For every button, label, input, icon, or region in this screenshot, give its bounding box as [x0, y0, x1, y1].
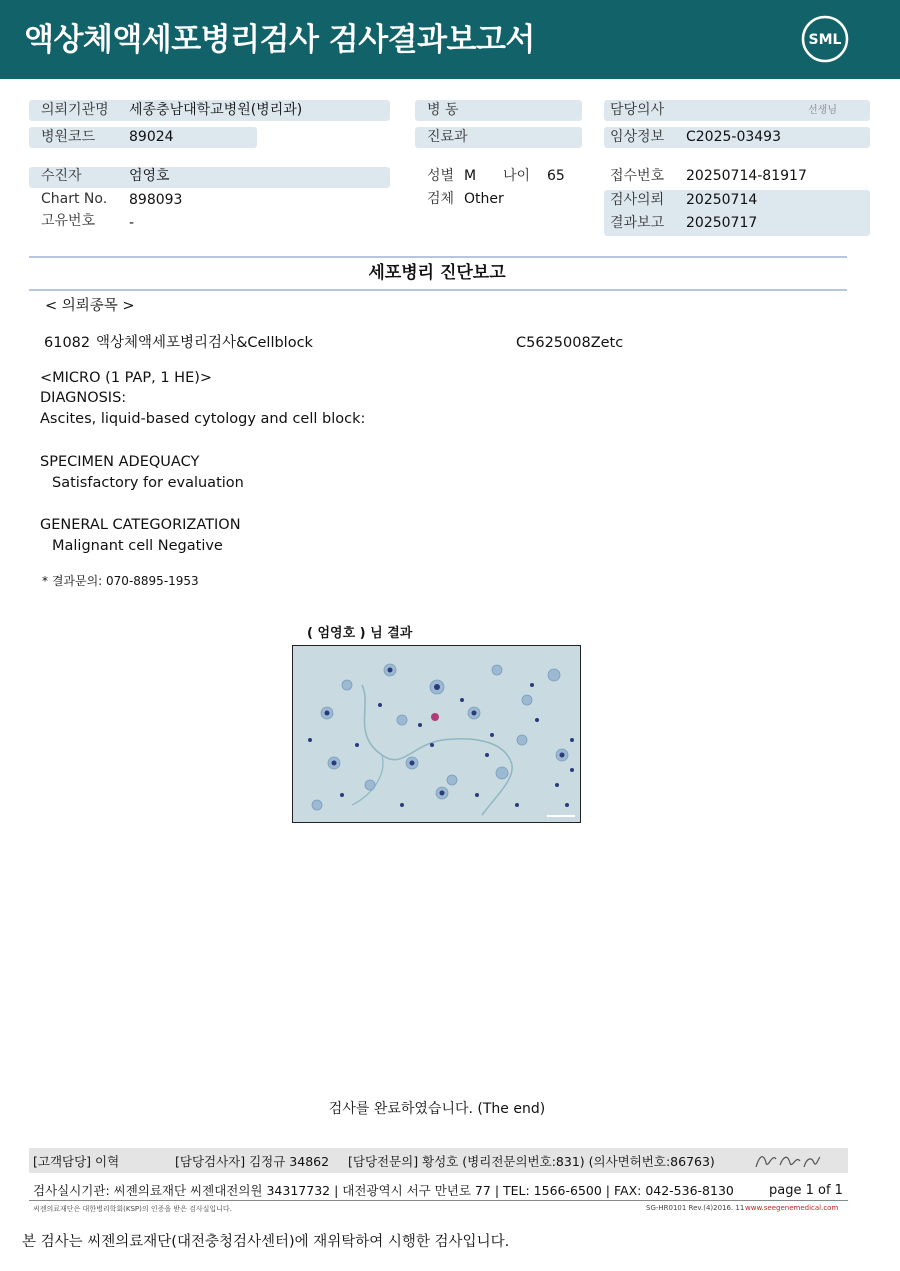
sex-value: M — [464, 168, 477, 184]
cytology-image — [292, 645, 581, 823]
specialist: [담당전문의] 황성호 (병리전문의번호:831) (의사면허번호:86763) — [348, 1154, 715, 1169]
examiner: [담당검사자] 김정규 34862 — [175, 1154, 330, 1169]
category-text: Malignant cell Negative — [52, 538, 223, 554]
age-value: 65 — [547, 168, 565, 184]
age-label: 나이 — [503, 168, 531, 184]
svg-text:SML: SML — [808, 32, 842, 48]
sml-logo — [800, 14, 850, 64]
hospital-code-value: 89024 — [129, 129, 174, 145]
adequacy-text: Satisfactory for evaluation — [52, 475, 244, 491]
unique-value: - — [129, 215, 135, 231]
requester-label: 의뢰기관명 — [41, 102, 109, 118]
report-title: 액상체액세포병리검사 검사결과보고서 — [24, 22, 535, 58]
receipt-value: 20250714-81917 — [686, 168, 807, 184]
requested-value: 20250714 — [686, 192, 758, 208]
patient-row — [29, 167, 390, 188]
bottom-note: 본 검사는 씨젠의료재단(대전충청검사센터)에 재위탁하여 시행한 검사입니다. — [22, 1234, 510, 1250]
reported-value: 20250717 — [686, 215, 758, 231]
ward-label: 병 동 — [427, 102, 459, 118]
cert-text: 씨젠의료재단은 대한병리학회(KSP)의 인증을 받은 검사실입니다. — [33, 1205, 232, 1213]
patient-value: 엄영호 — [129, 168, 170, 184]
sex-label: 성별 — [427, 168, 455, 184]
requested-label: 검사의뢰 — [610, 192, 665, 208]
footer-rule — [29, 1200, 848, 1201]
lab-info: 검사실시기관: 씨젠의료재단 씨젠대전의원 34317732 | 대전광역시 서구 만년로 77 | TEL: 1566-6500 | FAX: 042-536-8130 — [33, 1183, 734, 1198]
patient-label: 수진자 — [41, 168, 82, 184]
section-title: 세포병리 진단보고 — [368, 263, 506, 283]
dept-label: 진료과 — [427, 129, 468, 145]
requester-value: 세종충남대학교병원(병리과) — [129, 102, 303, 118]
diagnosis-head: DIAGNOSIS: — [40, 390, 127, 406]
inquiry-note: * 결과문의: 070-8895-1953 — [42, 574, 199, 588]
customer-contact: [고객담당] 이혁 — [33, 1154, 120, 1169]
request-items-label: < 의뢰종목 > — [45, 298, 135, 314]
specimen-label: 검체 — [427, 191, 455, 207]
clinical-label: 임상정보 — [610, 129, 665, 145]
chart-value: 898093 — [129, 192, 183, 208]
specimen-value: Other — [464, 191, 504, 207]
test-name: 액상체액세포병리검사&Cellblock — [96, 335, 313, 351]
website: www.seegenemedical.com — [745, 1204, 839, 1212]
doctor-suffix: 선생님 — [808, 105, 837, 116]
test-code: 61082 — [44, 335, 91, 351]
doctor-signature — [752, 1149, 822, 1173]
reported-label: 결과보고 — [610, 215, 665, 231]
category-head: GENERAL CATEGORIZATION — [40, 517, 241, 533]
doctor-label: 담당의사 — [610, 102, 665, 118]
test-ref: C5625008Zetc — [516, 335, 624, 351]
hospital-code-label: 병원코드 — [41, 129, 96, 145]
end-text: 검사를 완료하였습니다. (The end) — [328, 1101, 546, 1117]
receipt-label: 접수번호 — [610, 168, 665, 184]
section-bottom-rule — [29, 289, 847, 291]
image-caption: ( 엄영호 ) 님 결과 — [307, 626, 413, 641]
form-code: SG-HR0101 Rev.(4)2016. 11 — [646, 1204, 745, 1212]
unique-label: 고유번호 — [41, 213, 96, 229]
clinical-value: C2025-03493 — [686, 129, 781, 145]
page-number: page 1 of 1 — [769, 1183, 843, 1198]
chart-label: Chart No. — [41, 191, 108, 207]
diagnosis-text: Ascites, liquid-based cytology and cell block: — [40, 411, 366, 427]
micro-line: <MICRO (1 PAP, 1 HE)> — [40, 370, 213, 386]
adequacy-head: SPECIMEN ADEQUACY — [40, 454, 200, 470]
